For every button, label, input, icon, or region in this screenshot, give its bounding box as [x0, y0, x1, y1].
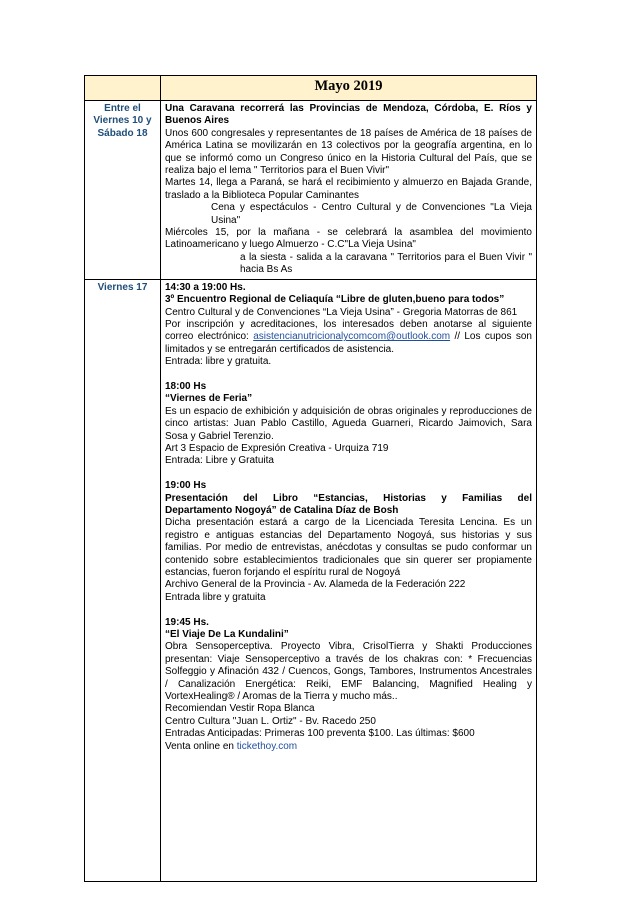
event-description: Es un espacio de exhibición y adquisición de obras originales y reproducciones de cinco artistas: Juan Pablo Castillo, Agueda Guarneri, Ricardo Jaimovich, Sara Sosa y Gabriel Terenzio.: [165, 405, 532, 442]
event-time: 18:00 Hs: [165, 380, 207, 392]
date-cell: [85, 279, 161, 881]
month-title: Mayo 2019: [161, 76, 537, 101]
event-title: Presentación del Libro “Estancias, Historias y Familias del: [165, 492, 532, 504]
event-time: 19:45 Hs.: [165, 616, 209, 628]
date-line: Viernes 10 y: [93, 115, 152, 127]
event-location: Archivo General de la Provincia - Av. Alameda de la Federación 222: [165, 579, 466, 591]
spacer: [165, 468, 532, 480]
header-empty-cell: [85, 76, 161, 101]
online-text: Venta online en: [165, 740, 237, 752]
event-description: a la siesta - salida a la caravana " Territorios para el Buen Vivir " hacia Bs As: [240, 251, 532, 276]
event-description: Cena y espectáculos - Centro Cultural y de Convenciones "La Vieja Usina": [211, 202, 532, 226]
event-title: “Viernes de Feria”: [165, 393, 253, 405]
event-tickets: Entradas Anticipadas: Primeras 100 preventa $100. Las últimas: $600: [165, 728, 475, 740]
info-text: Por inscripción y acreditaciones, los interesados deben anotarse al siguiente correo electrónico:: [165, 318, 532, 343]
event-time: 19:00 Hs: [165, 480, 207, 492]
event-description: Miércoles 15, por la mañana - se celebrará la asamblea del movimiento Latinoamericano y luego Almuerzo - C.C"La Vieja Usina": [165, 227, 532, 251]
event-time: 14:30 a 19:00 Hs.: [165, 281, 246, 293]
info-text: // Los cupos son limitados y se entregarán certificados de asistencia.: [165, 331, 532, 355]
date-line: Entre el: [104, 103, 141, 114]
table-row: [85, 101, 537, 280]
event-title: Una Caravana recorrerá las Provincias de Mendoza, Córdoba, E. Ríos y Buenos Aires: [165, 103, 532, 127]
event-location: Art 3 Espacio de Expresión Creativa - Urquiza 719: [165, 442, 389, 454]
spacer: [165, 604, 532, 616]
event-cell: [161, 279, 537, 881]
header-row: [85, 76, 537, 101]
date-cell: [85, 101, 161, 280]
event-info: [165, 319, 532, 356]
event-title: Departamento Nogoyá” de Catalina Díaz de Bosh: [165, 504, 399, 516]
event-cell: [161, 101, 537, 280]
event-entry: Entrada libre y gratuita: [165, 591, 266, 603]
event-description: Martes 14, llega a Paraná, se hará el recibimiento y almuerzo en Bajada Grande, traslado a la Biblioteca Popular Caminantes: [165, 177, 532, 201]
event-title: 3º Encuentro Regional de Celiaquía “Libre de gluten,bueno para todos”: [165, 294, 505, 306]
date-line: Viernes 17: [97, 281, 148, 293]
event-note: Recomiendan Vestir Ropa Blanca: [165, 703, 315, 715]
event-entry: Entrada: libre y gratuita.: [165, 356, 272, 368]
event-entry: Entrada: Libre y Gratuita: [165, 455, 274, 467]
event-title: “El Viaje De La Kundalini”: [165, 629, 289, 641]
schedule-table: [84, 75, 537, 882]
date-line: Sábado 18: [97, 127, 148, 139]
event-location: Centro Cultural y de Convenciones “La Vieja Usina” - Gregoria Matorras de 861: [165, 306, 518, 318]
table-row: [85, 279, 537, 881]
event-description: Unos 600 congresales y representantes de 18 países de América de 18 países de América Latina se movilizarán en 13 colectivos por la geografía argentina, en lo que se informó como un Congreso único en la Historia Cultural del País, que se realiza bajo el lema " Territorios para el Buen Vivir": [165, 127, 532, 177]
ticket-link[interactable]: tickethoy.com: [236, 740, 298, 752]
spacer: [165, 369, 532, 381]
event-online: [165, 741, 532, 753]
event-description: Obra Sensoperceptiva. Proyecto Vibra, CrisolTierra y Shakti Producciones presentan: Viaje Sensoperceptivo a través de los chakras con: * Frecuencias Solfeggio y Afinación 432 / Cuencos, Gongs, Tambores, Instrumentos Ancestrales / Canalización Energética: Reiki, EMF Balancing, Magnified Healing y VortexHealing® / Aromas de la Tierra y mucho más..: [165, 641, 532, 703]
event-description: Dicha presentación estará a cargo de la Licenciada Teresita Lencina. Es un registro e antiguas estancias del Departamento Nogoyá, sus historias y sus familias. Por medio de entrevistas, anécdotas y consultas se pudo conformar un contenido sobre establecimientos tradicionales que sin querer ser propiamente estancias, fueron forjando el espíritu rural de Nogoyá: [165, 517, 532, 578]
email-link[interactable]: asistencianutricionalycomcom@outlook.com: [253, 331, 451, 343]
event-location: Centro Cultura "Juan L. Ortiz" - Bv. Racedo 250: [165, 715, 376, 727]
